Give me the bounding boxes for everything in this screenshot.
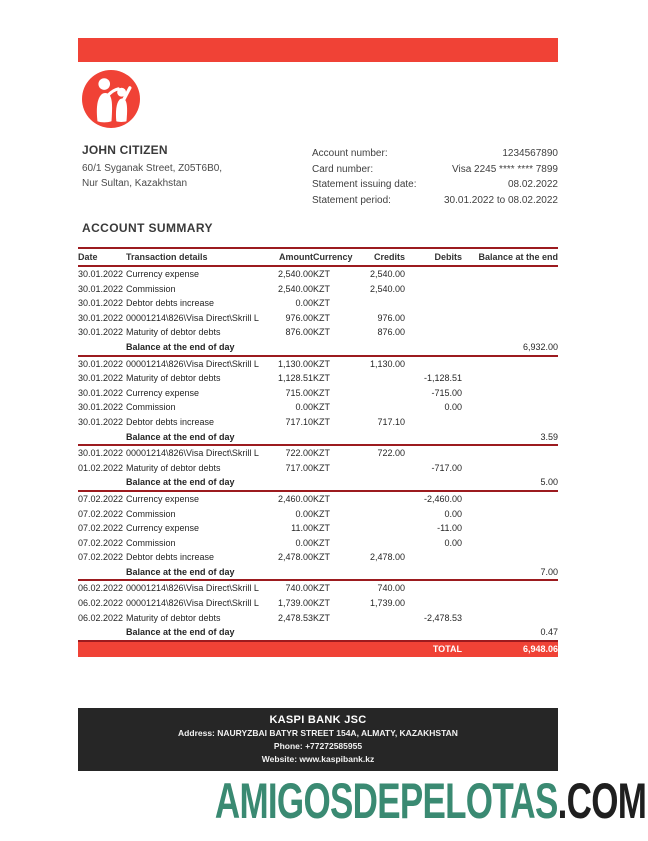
cell-debits: -2,478.53 [423, 612, 462, 623]
cell-debits [405, 625, 462, 641]
cell-balance [462, 356, 558, 372]
column-header-credits: Credits [357, 248, 405, 266]
column-header-currency: Currency [313, 248, 357, 266]
cell-credits [357, 475, 405, 491]
cell-amount: 0.00 [295, 402, 313, 413]
transaction-row [78, 325, 558, 340]
cell-details: Currency expense [126, 493, 200, 504]
cell-debits [405, 580, 462, 596]
cell-balance [462, 461, 558, 476]
cell-date [78, 475, 126, 491]
cell-credits: 876.00 [377, 327, 405, 338]
cell-currency: KZT [313, 583, 330, 594]
cell-credits: 717.10 [377, 416, 405, 427]
cell-date: 30.01.2022 [78, 358, 124, 369]
cell-balance [462, 536, 558, 551]
balance-row [78, 475, 558, 491]
cell-credits [357, 625, 405, 641]
cell-amount: 0.00 [295, 537, 313, 548]
transaction-row [78, 507, 558, 522]
cell-balance [462, 282, 558, 297]
cell-details: Balance at the end of day [126, 475, 266, 491]
cell-amount: 2,478.53 [277, 612, 313, 623]
cell-details: Debtor debts increase [126, 298, 215, 309]
transaction-row [78, 596, 558, 611]
cell-details: Maturity of debtor debts [126, 373, 221, 384]
card-number-value: Visa 2245 **** **** 7899 [451, 163, 558, 175]
cell-date: 06.02.2022 [78, 612, 124, 623]
cell-debits: -717.00 [431, 462, 462, 473]
cell-date: 30.01.2022 [78, 416, 124, 427]
customer-block [82, 143, 302, 191]
cell-credits: 1,130.00 [369, 358, 405, 369]
cell-amount: 2,540.00 [277, 283, 313, 294]
cell-amount: 717.10 [285, 416, 313, 427]
cell-date [78, 430, 126, 446]
cell-details: Currency expense [126, 269, 200, 279]
cell-currency: KZT [313, 387, 330, 398]
card-number-label: Card number: [312, 163, 374, 175]
customer-address-line1: 60/1 Syganak Street, Z05T6B0, [82, 163, 223, 174]
cell-currency [313, 475, 357, 491]
footer-bank-info [78, 708, 558, 771]
cell-currency: KZT [313, 462, 330, 473]
cell-amount: 2,540.00 [277, 269, 313, 279]
cell-details: Debtor debts increase [126, 552, 215, 563]
cell-currency: KZT [313, 373, 330, 384]
cell-details: Debtor debts increase [126, 416, 215, 427]
cell-currency: KZT [313, 402, 330, 413]
balance-row [78, 340, 558, 356]
cell-amount: 722.00 [285, 448, 313, 459]
cell-debits: -11.00 [437, 523, 462, 534]
customer-name: JOHN CITIZEN [82, 143, 168, 157]
cell-debits [405, 445, 462, 461]
cell-details: Currency expense [126, 387, 200, 398]
cell-balance: 5.00 [462, 475, 558, 491]
cell-date: 30.01.2022 [78, 402, 124, 413]
column-header-transaction-details: Transaction details [126, 248, 266, 266]
cell-credits [357, 430, 405, 446]
cell-details [126, 641, 266, 657]
cell-debits [405, 340, 462, 356]
cell-details: 00001214\826\Visa Direct\Skrill L [126, 312, 259, 323]
customer-address-line2: Nur Sultan, Kazakhstan [82, 178, 188, 189]
summary-table-body [78, 266, 558, 657]
cell-currency: KZT [313, 612, 330, 623]
cell-currency [313, 340, 357, 356]
cell-currency: KZT [313, 523, 330, 534]
cell-credits [357, 461, 405, 476]
cell-amount: 740.00 [285, 583, 313, 594]
cell-balance [462, 400, 558, 415]
cell-amount: 0.00 [295, 508, 313, 519]
cell-debits: 0.00 [444, 402, 462, 413]
cell-currency: KZT [313, 416, 330, 427]
cell-currency: KZT [313, 269, 330, 279]
cell-details: 00001214\826\Visa Direct\Skrill L [126, 583, 259, 594]
cell-debits: -1,128.51 [423, 373, 462, 384]
cell-debits: TOTAL [405, 641, 462, 657]
cell-debits [405, 266, 462, 282]
cell-amount: 717.00 [285, 462, 313, 473]
column-header-balance: Balance at the end [462, 248, 558, 266]
transaction-row [78, 580, 558, 596]
cell-credits [357, 340, 405, 356]
cell-debits: 0.00 [444, 508, 462, 519]
cell-debits: 0.00 [444, 537, 462, 548]
cell-date: 30.01.2022 [78, 373, 124, 384]
transaction-row [78, 400, 558, 415]
transaction-row [78, 461, 558, 476]
cell-balance [462, 491, 558, 507]
cell-date: 07.02.2022 [78, 552, 124, 563]
cell-amount: 2,460.00 [277, 493, 313, 504]
cell-balance: 6,948.06 [462, 641, 558, 657]
cell-balance [462, 521, 558, 536]
cell-details: Balance at the end of day [126, 625, 266, 641]
cell-credits [357, 536, 405, 551]
cell-credits [357, 611, 405, 626]
cell-debits [405, 296, 462, 311]
kaspi-bank-logo-icon [82, 70, 140, 128]
cell-amount: 876.00 [285, 327, 313, 338]
transaction-row [78, 491, 558, 507]
cell-currency [313, 625, 357, 641]
transaction-row [78, 266, 558, 282]
cell-currency [313, 430, 357, 446]
cell-credits [357, 641, 405, 657]
footer-bank-name: KASPI BANK JSC [269, 714, 367, 726]
cell-credits [357, 491, 405, 507]
cell-credits [357, 296, 405, 311]
balance-row [78, 565, 558, 581]
transaction-row [78, 282, 558, 297]
watermark [215, 772, 646, 830]
transaction-row [78, 296, 558, 311]
cell-debits: -2,460.00 [423, 493, 462, 504]
cell-details: 00001214\826\Visa Direct\Skrill L [126, 358, 259, 369]
cell-details: Maturity of debtor debts [126, 327, 221, 338]
cell-amount: 1,128.51 [277, 373, 313, 384]
cell-details: Balance at the end of day [126, 430, 266, 446]
cell-date: 30.01.2022 [78, 327, 124, 338]
transaction-row [78, 611, 558, 626]
cell-amount: 2,478.00 [277, 552, 313, 563]
cell-balance [462, 445, 558, 461]
cell-details: Maturity of debtor debts [126, 462, 221, 473]
cell-details: Commission [126, 537, 176, 548]
cell-amount [266, 340, 313, 356]
cell-amount: 1,739.00 [277, 598, 313, 609]
column-header-amount: Amount [266, 248, 313, 266]
cell-details: Maturity of debtor debts [126, 612, 221, 623]
cell-debits [405, 475, 462, 491]
cell-debits [405, 311, 462, 326]
cell-details: Balance at the end of day [126, 565, 266, 581]
cell-credits [357, 565, 405, 581]
transaction-row [78, 356, 558, 372]
cell-details: Balance at the end of day [126, 340, 266, 356]
cell-credits: 722.00 [377, 448, 405, 459]
statement-period-label: Statement period: [312, 194, 391, 206]
cell-debits [405, 282, 462, 297]
cell-currency: KZT [313, 283, 330, 294]
cell-details: 00001214\826\Visa Direct\Skrill L [126, 448, 259, 459]
cell-date: 07.02.2022 [78, 493, 124, 504]
cell-amount [266, 641, 313, 657]
cell-date: 30.01.2022 [78, 387, 124, 398]
cell-debits: -715.00 [431, 387, 462, 398]
watermark-suffix-text: .COM [557, 773, 646, 829]
cell-amount: 11.00 [291, 523, 313, 534]
account-summary-title: ACCOUNT SUMMARY [82, 221, 213, 235]
statement-issuing-date-row [312, 177, 558, 193]
transaction-row [78, 386, 558, 401]
cell-date: 07.02.2022 [78, 523, 124, 534]
cell-credits: 740.00 [377, 583, 405, 594]
cell-amount [266, 625, 313, 641]
cell-debits [405, 415, 462, 430]
cell-credits [357, 386, 405, 401]
cell-credits: 2,540.00 [369, 269, 405, 279]
cell-balance [462, 507, 558, 522]
cell-debits [405, 430, 462, 446]
cell-amount [266, 565, 313, 581]
transaction-row [78, 311, 558, 326]
cell-balance [462, 550, 558, 565]
cell-balance [462, 415, 558, 430]
cell-date [78, 565, 126, 581]
cell-currency [313, 565, 357, 581]
transaction-row [78, 445, 558, 461]
cell-balance [462, 325, 558, 340]
cell-balance: 3.59 [462, 430, 558, 446]
account-number-value: 1234567890 [502, 148, 558, 159]
cell-date: 30.01.2022 [78, 283, 124, 294]
cell-currency: KZT [313, 448, 330, 459]
cell-debits [405, 325, 462, 340]
cell-currency: KZT [313, 327, 330, 338]
cell-amount: 976.00 [285, 312, 313, 323]
cell-debits [405, 356, 462, 372]
cell-date: 06.02.2022 [78, 583, 124, 594]
account-info-block [312, 146, 558, 208]
cell-balance [462, 371, 558, 386]
cell-balance [462, 580, 558, 596]
cell-credits [357, 371, 405, 386]
cell-balance [462, 296, 558, 311]
cell-amount [266, 475, 313, 491]
cell-credits: 2,540.00 [369, 283, 405, 294]
cell-date [78, 625, 126, 641]
cell-balance [462, 596, 558, 611]
statement-period-row [312, 193, 558, 209]
cell-currency: KZT [313, 598, 330, 609]
cell-date: 30.01.2022 [78, 269, 124, 279]
cell-amount: 1,130.00 [277, 358, 313, 369]
cell-date [78, 641, 126, 657]
account-summary-table [78, 247, 558, 657]
account-number-row [312, 146, 558, 162]
total-row [78, 641, 558, 657]
cell-credits: 1,739.00 [369, 598, 405, 609]
cell-amount: 715.00 [285, 387, 313, 398]
cell-currency: KZT [313, 312, 330, 323]
transaction-row [78, 415, 558, 430]
cell-credits [357, 507, 405, 522]
cell-date: 01.02.2022 [78, 462, 124, 473]
transaction-row [78, 521, 558, 536]
cell-balance [462, 386, 558, 401]
cell-debits [405, 550, 462, 565]
cell-currency: KZT [313, 537, 330, 548]
cell-currency: KZT [313, 552, 330, 563]
balance-row [78, 430, 558, 446]
cell-currency: KZT [313, 298, 330, 309]
cell-debits [405, 565, 462, 581]
cell-amount: 0.00 [295, 298, 313, 309]
cell-date: 30.01.2022 [78, 298, 124, 309]
transaction-row [78, 371, 558, 386]
cell-date: 30.01.2022 [78, 448, 124, 459]
table-header-row [78, 248, 558, 266]
cell-currency [313, 641, 357, 657]
footer-address: Address: NAURYZBAI BATYR STREET 154A, ALMATY, KAZAKHSTAN [178, 728, 458, 738]
cell-date: 07.02.2022 [78, 537, 124, 548]
footer-website: Website: www.kaspibank.kz [261, 754, 375, 764]
cell-currency: KZT [313, 508, 330, 519]
cell-credits: 2,478.00 [369, 552, 405, 563]
cell-balance: 0.47 [462, 625, 558, 641]
cell-credits [357, 400, 405, 415]
header-red-bar [78, 38, 558, 62]
cell-amount [266, 430, 313, 446]
cell-details: Commission [126, 283, 176, 294]
transaction-row [78, 536, 558, 551]
cell-details: 00001214\826\Visa Direct\Skrill L [126, 598, 259, 609]
cell-date: 06.02.2022 [78, 598, 124, 609]
cell-details: Currency expense [126, 523, 200, 534]
column-header-date: Date [78, 248, 126, 266]
cell-currency: KZT [313, 493, 330, 504]
transaction-row [78, 550, 558, 565]
cell-date: 07.02.2022 [78, 508, 124, 519]
cell-date [78, 340, 126, 356]
statement-issuing-date-value: 08.02.2022 [507, 179, 558, 190]
cell-currency: KZT [313, 358, 330, 369]
cell-debits [405, 596, 462, 611]
account-number-label: Account number: [312, 148, 388, 159]
statement-issuing-date-label: Statement issuing date: [312, 179, 417, 190]
cell-date: 30.01.2022 [78, 312, 124, 323]
watermark-main-text: AMIGOSDEPELOTAS [214, 773, 558, 829]
cell-credits [357, 521, 405, 536]
cell-details: Commission [126, 402, 176, 413]
cell-details: Commission [126, 508, 176, 519]
cell-balance [462, 611, 558, 626]
column-header-debits: Debits [405, 248, 462, 266]
balance-row [78, 625, 558, 641]
footer-phone: Phone: +77272585955 [273, 741, 363, 751]
statement-period-value: 30.01.2022 to 08.02.2022 [444, 194, 558, 206]
cell-balance: 6,932.00 [462, 340, 558, 356]
cell-balance [462, 311, 558, 326]
cell-balance [462, 266, 558, 282]
cell-balance: 7.00 [462, 565, 558, 581]
cell-credits: 976.00 [377, 312, 405, 323]
card-number-row [312, 162, 558, 178]
